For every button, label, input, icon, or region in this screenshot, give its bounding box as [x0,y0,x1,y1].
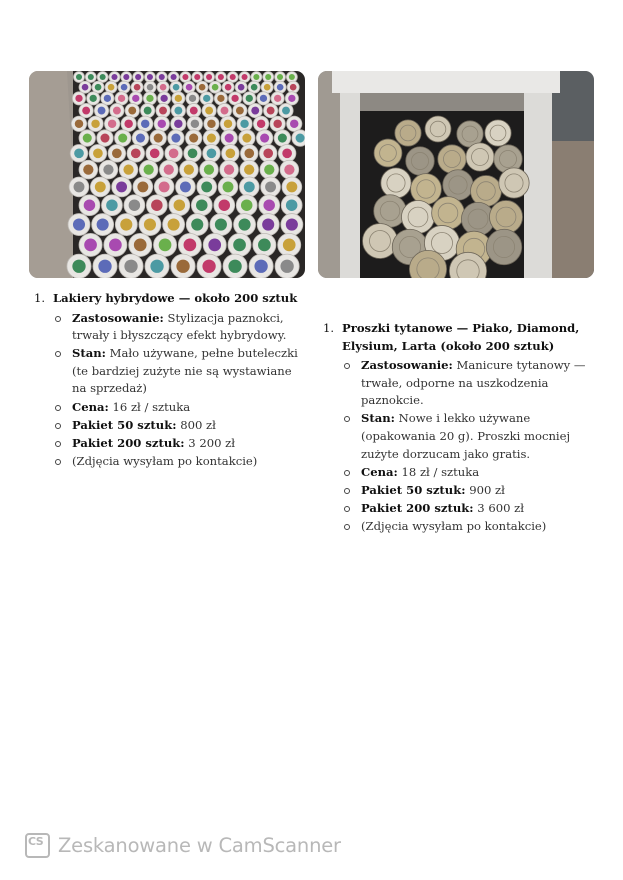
detail-text: Stylizacja paznokci, trwały i błyszczący efekt hybrydowy. [72,310,287,343]
detail-text: Manicure tytanowy — trwałe, odporne na uszkodzenia paznokcie. [361,358,586,408]
detail-text: 900 zł [465,482,505,497]
detail-text: Nowe i lekko używane (opakowania 20 g). Proszki mocniej zużyte dorzucam jako gratis. [361,411,571,461]
detail-label: Stan: [72,346,106,361]
section-title: Lakiery hybrydowe — około 200 sztuk [53,291,298,305]
detail-text: 3 200 zł [184,435,236,450]
bullet-icon [55,351,61,357]
detail-text: 3 600 zł [473,500,525,515]
bullet-icon [55,423,61,429]
detail-text: 800 zł [176,417,216,432]
section-hybrid-polish [34,290,304,471]
detail-text: (Zdjęcia wysyłam po kontakcie) [72,453,258,468]
nail-polish-photo [29,71,305,278]
bullet-icon [55,459,61,465]
section-heading [34,290,304,308]
detail-text: Mało używane, pełne buteleczki (te bardziej zużyte nie są wystawiane na sprzedaż) [72,346,298,396]
detail-item [342,410,588,463]
section-title: Proszki tytanowe — Piako, Diamond, Elysium, Larta (około 200 sztuk) [342,321,580,353]
camscanner-watermark [25,830,341,860]
titanium-powder-photo [318,71,594,278]
detail-item [53,417,304,435]
bullet-icon [344,416,350,422]
detail-label: Cena: [72,399,109,414]
bullet-icon [55,405,61,411]
detail-label: Stan: [361,411,395,426]
detail-list [34,310,304,471]
section-titanium-powders [323,320,588,536]
detail-label: Pakiet 200 sztuk: [72,435,185,450]
detail-text: 18 zł / sztuka [397,464,480,479]
detail-item [342,357,588,410]
titanium-powder-drawer-image [318,71,594,278]
detail-label: Pakiet 200 sztuk: [361,500,474,515]
detail-item [342,518,588,536]
detail-label: Zastosowanie: [361,358,453,373]
bullet-icon [344,470,350,476]
bullet-icon [344,524,350,530]
detail-item [53,453,304,471]
detail-label: Cena: [361,464,398,479]
detail-text: (Zdjęcia wysyłam po kontakcie) [361,519,547,534]
detail-item [342,482,588,500]
section-heading [323,320,588,355]
bullet-icon [344,363,350,369]
nail-polish-drawer-image [29,71,305,278]
detail-item [53,399,304,417]
detail-item [53,345,304,398]
detail-text: 16 zł / sztuka [108,399,191,414]
camscanner-logo-icon [25,833,50,858]
detail-item [342,464,588,482]
section-number: 1. [34,291,46,305]
bullet-icon [344,506,350,512]
detail-item [342,500,588,518]
detail-label: Pakiet 50 sztuk: [361,482,466,497]
logo-text: CS [28,834,44,848]
detail-item [53,310,304,345]
detail-item [53,435,304,453]
detail-list [323,357,588,535]
bullet-icon [55,441,61,447]
bullet-icon [55,316,61,322]
detail-label: Zastosowanie: [72,310,164,325]
bullet-icon [344,488,350,494]
detail-label: Pakiet 50 sztuk: [72,417,177,432]
watermark-text: Zeskanowane w CamScanner [58,833,341,857]
section-number: 1. [323,321,335,335]
